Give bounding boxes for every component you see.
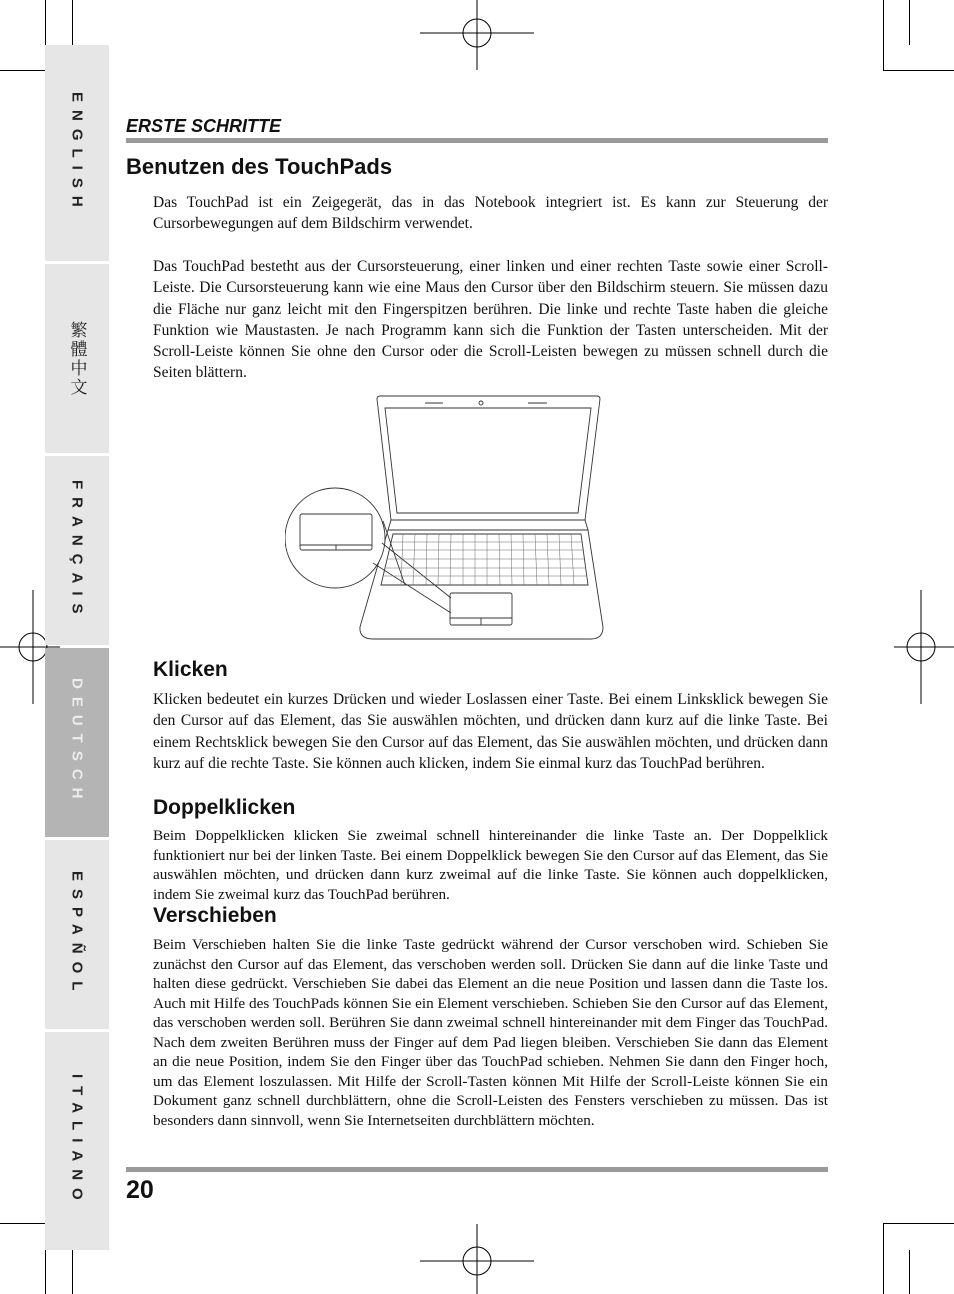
tab-label: ESPAÑOL — [68, 870, 86, 999]
running-header — [126, 116, 828, 137]
header-title: ERSTE SCHRITTE — [126, 116, 282, 136]
header-rule — [126, 138, 828, 143]
registration-target-right — [894, 590, 954, 704]
klicken-paragraph: Klicken bedeutet ein kurzes Drücken und wieder Loslassen einer Taste. Bei einem Linksklick bewegen Sie den Cursor auf das Element, das Sie auswählen möchten, und drücken dann kurz auf die linke Taste. Bei einem Rechtsklick bewegen Sie den Cursor auf das Element, das Sie auswählen möchten, und drücken dann kurz auf die rechte Taste. Sie können auch klicken, indem Sie einmal kurz das TouchPad berühren. — [153, 691, 828, 772]
language-tabs — [45, 45, 109, 1250]
tab-label: ENGLISH — [68, 91, 86, 215]
laptop-touchpad-illustration — [285, 393, 605, 643]
tab-chinese[interactable] — [45, 264, 109, 453]
tab-italiano[interactable] — [45, 1032, 109, 1250]
doppelklicken-paragraph: Beim Doppelklicken klicken Sie zweimal schnell hintereinander die linke Taste an. Der Doppelklick funktioniert nur bei der linken Taste. Bei einem Doppelklick bewegen Sie den Cursor auf das Element, das Sie auswählen möchten, und drücken dann kurz zweimal auf die linke Taste. Sie können auch doppelklicken, indem Sie zweimal kurz das TouchPad berühren. — [153, 827, 828, 903]
tab-espanol[interactable] — [45, 840, 109, 1029]
page-number: 20 — [126, 1176, 154, 1204]
doppelklicken-heading: Doppelklicken — [153, 796, 296, 819]
tab-english[interactable] — [45, 45, 109, 261]
registration-target-top — [420, 0, 534, 70]
tab-label: ITALIANO — [68, 1074, 86, 1208]
klicken-heading: Klicken — [153, 658, 228, 681]
tab-label: DEUTSCH — [68, 678, 86, 807]
verschieben-paragraph: Beim Verschieben halten Sie die linke Taste gedrückt während der Cursor verschoben wird. Schieben Sie zunächst den Cursor auf das Element, das verschoben werden soll. Drücken Sie dann auf die linke Taste und halten diese gedrückt. Verschieben Sie dabei das Element an die neue Position und lassen dann die Taste los. Auch mit Hilfe des TouchPads können Sie ein Element verschieben. Schieben Sie den Cursor auf das Element, das verschoben werden soll. Berühren Sie dann zweimal schnell hintereinander mit dem Finger das TouchPad. Nach dem zweiten Berühren muss der Finger auf dem Pad liegen bleiben. Verschieben Sie dann das Element an die neue Position, indem Sie den Finger über das TouchPad schieben. Nehmen Sie dann den Finger hoch, um das Element loszulassen. Mit Hilfe der Scroll-Tasten können Mit Hilfe der Scroll-Leiste können Sie ein Dokument ganz schnell durchblättern, ohne die Scroll-Leisten des Fensters verschieben zu müssen. Das ist besonders dann sinnvoll, wenn Sie Internetseiten durchblättern möchten. — [153, 936, 828, 1129]
registration-target-bottom — [420, 1224, 534, 1294]
touchpad-description-paragraph: Das TouchPad bestetht aus der Cursorsteuerung, einer linken und einer rechten Taste sowie einer Scroll-Leiste. Die Cursorsteuerung kann wie eine Maus den Cursor über den Bildschirm steuern. Sie müssen dazu die Fläche nur ganz leicht mit den Fingerspitzen berühren. Die linke und rechte Taste haben die gleiche Funktion wie Maustasten. Je nach Programm kann sich die Funktion der Tasten unterscheiden. Mit der Scroll-Leiste können Sie ohne den Cursor oder die Scroll-Leisten bewegen zu müssen schnell durch die Seiten blättern. — [153, 258, 828, 382]
tab-francais[interactable] — [45, 456, 109, 645]
tab-deutsch[interactable] — [45, 648, 109, 837]
tab-label: FRANÇAIS — [68, 479, 86, 622]
tab-label: 繁體中文 — [67, 320, 87, 397]
footer-rule — [126, 1167, 828, 1172]
intro-paragraph: Das TouchPad ist ein Zeigegerät, das in das Notebook integriert ist. Es kann zur Steuerung der Cursorbewegungen auf dem Bildschirm verwendet. — [153, 194, 828, 233]
section-title: Benutzen des TouchPads — [126, 154, 393, 179]
verschieben-heading: Verschieben — [153, 904, 277, 927]
